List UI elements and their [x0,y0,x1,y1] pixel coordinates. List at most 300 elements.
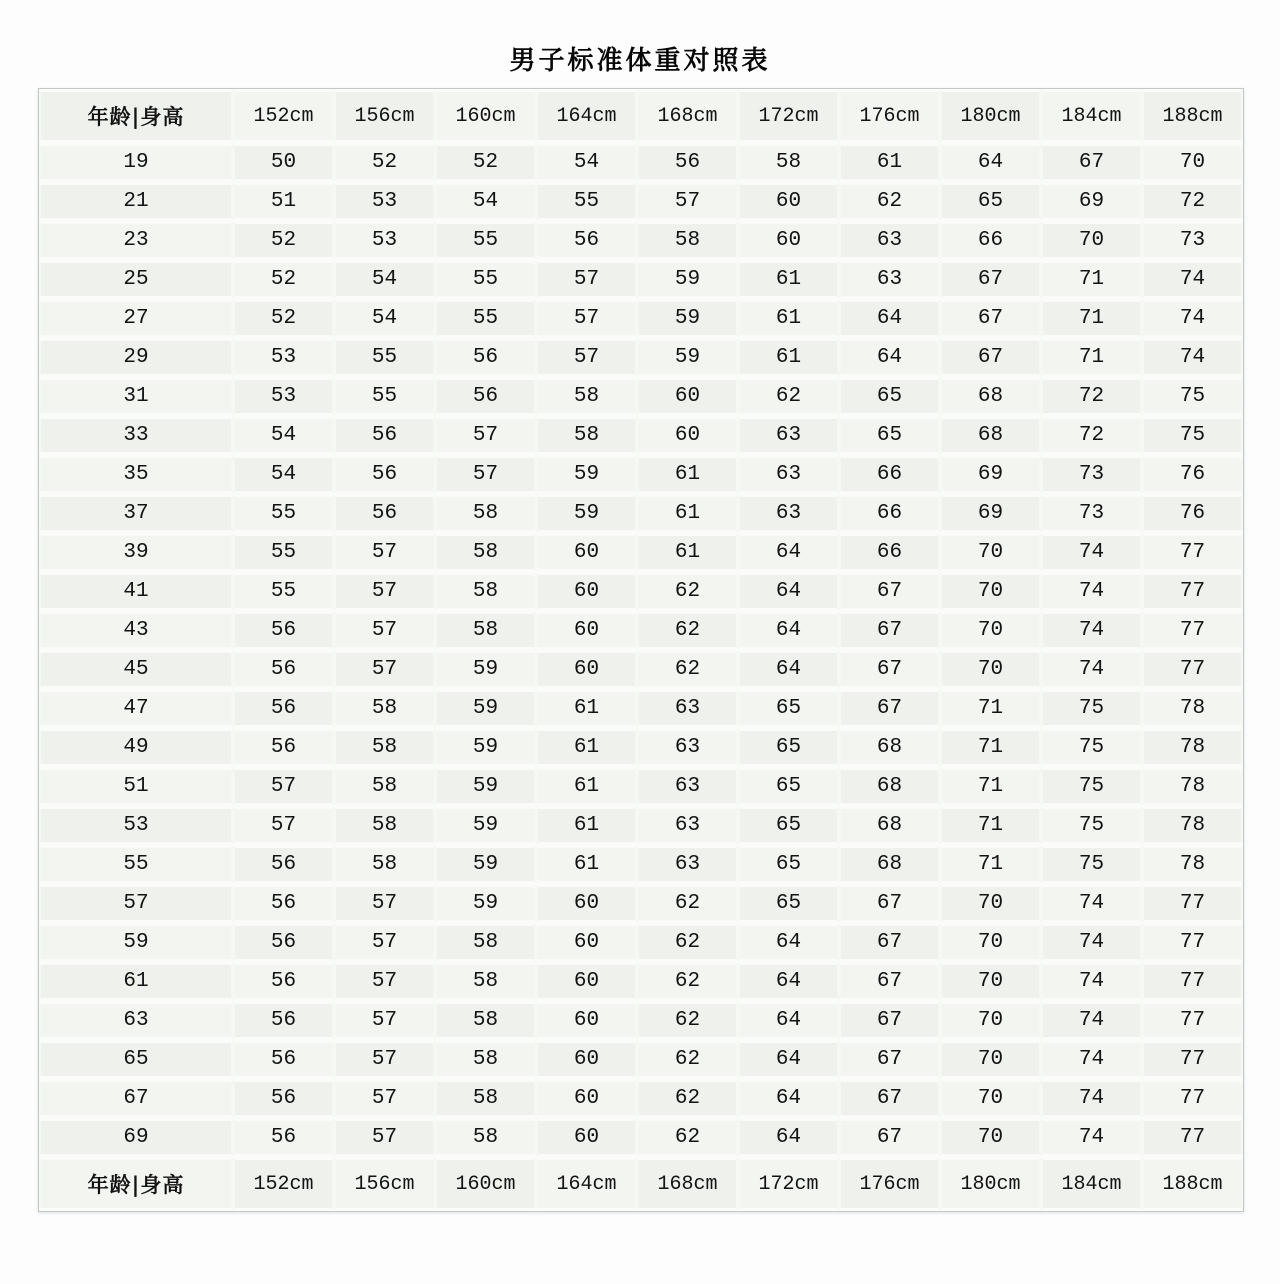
weight-cell: 56 [233,1118,334,1157]
weight-cell: 57 [637,182,738,221]
weight-cell: 63 [637,806,738,845]
height-header-cell: 156cm [334,89,435,143]
weight-cell: 67 [839,1001,940,1040]
weight-cell: 72 [1041,377,1142,416]
height-header-cell: 152cm [233,89,334,143]
weight-cell: 56 [233,1001,334,1040]
weight-cell: 62 [637,1079,738,1118]
weight-cell: 58 [435,611,536,650]
weight-cell: 56 [233,884,334,923]
footer-corner-cell: 年龄|身高 [39,1157,233,1211]
age-cell: 25 [39,260,233,299]
weight-cell: 52 [233,299,334,338]
weight-cell: 55 [233,494,334,533]
weight-cell: 78 [1142,845,1243,884]
weight-cell: 51 [233,182,334,221]
height-header-cell: 184cm [1041,89,1142,143]
table-row [39,1001,1243,1040]
table-foot [39,1157,1243,1211]
weight-cell: 58 [334,845,435,884]
weight-cell: 65 [738,689,839,728]
weight-cell: 62 [637,650,738,689]
weight-cell: 57 [334,650,435,689]
weight-cell: 67 [839,923,940,962]
table-row [39,767,1243,806]
weight-cell: 62 [637,962,738,1001]
age-cell: 29 [39,338,233,377]
weight-cell: 58 [536,416,637,455]
table-head [39,89,1243,143]
weight-cell: 61 [738,299,839,338]
weight-cell: 63 [738,494,839,533]
age-cell: 55 [39,845,233,884]
weight-cell: 56 [233,845,334,884]
weight-cell: 55 [435,260,536,299]
weight-cell: 56 [435,377,536,416]
weight-cell: 64 [738,1040,839,1079]
height-header-cell: 164cm [536,89,637,143]
weight-cell: 74 [1041,572,1142,611]
weight-cell: 78 [1142,689,1243,728]
weight-cell: 59 [435,806,536,845]
weight-cell: 71 [940,806,1041,845]
weight-cell: 74 [1041,533,1142,572]
weight-cell: 75 [1041,767,1142,806]
weight-cell: 71 [1041,260,1142,299]
footer-height-header-cell: 164cm [536,1157,637,1211]
weight-cell: 56 [536,221,637,260]
weight-cell: 50 [233,143,334,182]
weight-cell: 58 [536,377,637,416]
weight-cell: 70 [940,1040,1041,1079]
table-row [39,221,1243,260]
weight-cell: 65 [839,377,940,416]
weight-cell: 73 [1041,455,1142,494]
weight-cell: 62 [839,182,940,221]
weight-cell: 56 [334,455,435,494]
weight-cell: 63 [738,455,839,494]
table-row [39,299,1243,338]
weight-cell: 66 [839,455,940,494]
weight-cell: 62 [637,884,738,923]
weight-cell: 58 [435,572,536,611]
age-cell: 33 [39,416,233,455]
weight-cell: 67 [839,1079,940,1118]
weight-cell: 71 [940,689,1041,728]
weight-cell: 68 [839,728,940,767]
weight-cell: 55 [435,221,536,260]
weight-cell: 64 [940,143,1041,182]
age-cell: 23 [39,221,233,260]
weight-cell: 57 [435,416,536,455]
weight-cell: 56 [233,650,334,689]
weight-cell: 74 [1041,884,1142,923]
table-row [39,260,1243,299]
weight-cell: 62 [637,1118,738,1157]
weight-cell: 77 [1142,572,1243,611]
weight-cell: 57 [435,455,536,494]
footer-height-header-cell: 180cm [940,1157,1041,1211]
weight-cell: 68 [839,845,940,884]
weight-cell: 58 [435,1079,536,1118]
weight-cell: 52 [233,260,334,299]
weight-cell: 58 [435,923,536,962]
height-header-cell: 180cm [940,89,1041,143]
weight-cell: 55 [334,338,435,377]
weight-cell: 58 [334,767,435,806]
weight-cell: 57 [334,611,435,650]
weight-cell: 70 [1142,143,1243,182]
table-row [39,572,1243,611]
weight-cell: 63 [839,221,940,260]
weight-cell: 75 [1041,806,1142,845]
weight-cell: 77 [1142,923,1243,962]
age-cell: 27 [39,299,233,338]
weight-cell: 77 [1142,1040,1243,1079]
weight-cell: 53 [233,377,334,416]
weight-cell: 74 [1142,338,1243,377]
weight-cell: 67 [940,338,1041,377]
weight-cell: 71 [1041,299,1142,338]
weight-cell: 62 [637,1001,738,1040]
weight-cell: 58 [738,143,839,182]
table-row [39,494,1243,533]
weight-cell: 74 [1041,1118,1142,1157]
weight-cell: 70 [940,533,1041,572]
weight-cell: 57 [233,767,334,806]
weight-cell: 60 [637,377,738,416]
weight-cell: 63 [637,845,738,884]
weight-cell: 59 [435,884,536,923]
weight-cell: 58 [334,806,435,845]
weight-cell: 60 [536,533,637,572]
weight-cell: 59 [435,650,536,689]
age-cell: 67 [39,1079,233,1118]
weight-cell: 75 [1142,377,1243,416]
table-row [39,845,1243,884]
weight-cell: 64 [738,962,839,1001]
footer-height-header-cell: 152cm [233,1157,334,1211]
weight-cell: 68 [839,767,940,806]
weight-cell: 64 [738,1079,839,1118]
weight-table-grid [39,89,1243,1211]
table-row [39,962,1243,1001]
weight-cell: 64 [738,650,839,689]
weight-cell: 72 [1142,182,1243,221]
weight-cell: 78 [1142,767,1243,806]
weight-cell: 67 [1041,143,1142,182]
weight-cell: 74 [1041,650,1142,689]
weight-cell: 62 [637,611,738,650]
weight-cell: 59 [435,689,536,728]
weight-cell: 56 [334,494,435,533]
weight-cell: 54 [334,299,435,338]
weight-cell: 61 [738,338,839,377]
weight-cell: 56 [233,689,334,728]
weight-cell: 55 [233,572,334,611]
height-header-cell: 188cm [1142,89,1243,143]
weight-cell: 54 [233,416,334,455]
weight-cell: 57 [536,260,637,299]
age-cell: 45 [39,650,233,689]
header-row [39,89,1243,143]
weight-cell: 57 [334,1001,435,1040]
weight-cell: 57 [334,1118,435,1157]
age-cell: 31 [39,377,233,416]
weight-cell: 64 [738,1118,839,1157]
age-cell: 57 [39,884,233,923]
weight-cell: 65 [839,416,940,455]
weight-cell: 57 [233,806,334,845]
age-cell: 53 [39,806,233,845]
footer-height-header-cell: 188cm [1142,1157,1243,1211]
weight-cell: 57 [334,884,435,923]
weight-cell: 59 [435,767,536,806]
weight-cell: 70 [940,650,1041,689]
weight-cell: 62 [738,377,839,416]
table-row [39,182,1243,221]
weight-cell: 54 [536,143,637,182]
weight-cell: 56 [233,962,334,1001]
weight-cell: 63 [637,767,738,806]
weight-cell: 63 [637,728,738,767]
weight-cell: 53 [233,338,334,377]
weight-cell: 74 [1041,1079,1142,1118]
weight-cell: 62 [637,923,738,962]
age-cell: 63 [39,1001,233,1040]
weight-cell: 67 [839,611,940,650]
weight-cell: 60 [536,923,637,962]
weight-cell: 68 [839,806,940,845]
weight-cell: 75 [1142,416,1243,455]
weight-cell: 66 [839,494,940,533]
weight-cell: 77 [1142,962,1243,1001]
weight-cell: 70 [940,572,1041,611]
weight-cell: 55 [536,182,637,221]
age-cell: 35 [39,455,233,494]
weight-cell: 56 [233,728,334,767]
weight-cell: 57 [536,299,637,338]
weight-cell: 59 [637,338,738,377]
weight-cell: 67 [839,689,940,728]
weight-cell: 60 [637,416,738,455]
weight-cell: 71 [940,845,1041,884]
weight-cell: 61 [536,845,637,884]
weight-cell: 60 [536,1001,637,1040]
weight-cell: 60 [536,1118,637,1157]
weight-cell: 63 [839,260,940,299]
height-header-cell: 176cm [839,89,940,143]
weight-cell: 58 [435,1118,536,1157]
weight-cell: 71 [940,728,1041,767]
weight-cell: 59 [435,845,536,884]
age-cell: 59 [39,923,233,962]
weight-cell: 77 [1142,533,1243,572]
footer-height-header-cell: 168cm [637,1157,738,1211]
weight-cell: 56 [637,143,738,182]
table-row [39,884,1243,923]
weight-cell: 68 [940,377,1041,416]
weight-cell: 74 [1041,1001,1142,1040]
weight-cell: 77 [1142,884,1243,923]
weight-cell: 57 [334,923,435,962]
weight-cell: 77 [1142,1001,1243,1040]
weight-cell: 67 [940,260,1041,299]
weight-cell: 58 [435,962,536,1001]
footer-height-header-cell: 184cm [1041,1157,1142,1211]
weight-cell: 67 [839,884,940,923]
weight-cell: 60 [738,182,839,221]
weight-cell: 63 [637,689,738,728]
weight-cell: 64 [839,299,940,338]
weight-cell: 61 [637,533,738,572]
table-row [39,611,1243,650]
table-row [39,1079,1243,1118]
weight-cell: 62 [637,1040,738,1079]
weight-cell: 58 [435,494,536,533]
age-cell: 43 [39,611,233,650]
weight-cell: 70 [940,923,1041,962]
weight-cell: 56 [233,611,334,650]
weight-cell: 69 [1041,182,1142,221]
footer-height-header-cell: 156cm [334,1157,435,1211]
weight-cell: 77 [1142,1118,1243,1157]
weight-cell: 61 [536,767,637,806]
weight-cell: 77 [1142,1079,1243,1118]
weight-cell: 60 [536,1079,637,1118]
weight-cell: 59 [536,455,637,494]
age-cell: 19 [39,143,233,182]
weight-cell: 70 [940,884,1041,923]
footer-height-header-cell: 172cm [738,1157,839,1211]
weight-cell: 59 [435,728,536,767]
weight-cell: 61 [738,260,839,299]
table-row [39,806,1243,845]
table-row [39,1040,1243,1079]
weight-cell: 66 [839,533,940,572]
weight-cell: 73 [1041,494,1142,533]
weight-cell: 56 [233,1079,334,1118]
weight-cell: 55 [435,299,536,338]
table-row [39,416,1243,455]
weight-cell: 74 [1041,923,1142,962]
age-cell: 39 [39,533,233,572]
weight-cell: 53 [334,221,435,260]
weight-cell: 64 [738,923,839,962]
weight-cell: 61 [536,806,637,845]
weight-cell: 62 [637,572,738,611]
weight-cell: 61 [536,689,637,728]
weight-cell: 60 [738,221,839,260]
weight-cell: 60 [536,962,637,1001]
weight-cell: 70 [940,1001,1041,1040]
weight-cell: 59 [637,260,738,299]
weight-cell: 78 [1142,728,1243,767]
weight-table [38,88,1244,1212]
weight-cell: 76 [1142,455,1243,494]
age-cell: 65 [39,1040,233,1079]
weight-cell: 65 [738,767,839,806]
weight-cell: 65 [738,806,839,845]
footer-row [39,1157,1243,1211]
weight-cell: 57 [536,338,637,377]
weight-cell: 67 [839,1118,940,1157]
weight-cell: 58 [637,221,738,260]
age-cell: 37 [39,494,233,533]
weight-cell: 69 [940,455,1041,494]
weight-cell: 60 [536,611,637,650]
weight-cell: 56 [435,338,536,377]
weight-cell: 54 [435,182,536,221]
weight-cell: 74 [1041,611,1142,650]
weight-cell: 64 [839,338,940,377]
height-header-cell: 160cm [435,89,536,143]
weight-cell: 52 [233,221,334,260]
weight-cell: 70 [940,1079,1041,1118]
weight-cell: 70 [940,611,1041,650]
weight-cell: 57 [334,533,435,572]
weight-cell: 61 [536,728,637,767]
weight-cell: 55 [334,377,435,416]
weight-cell: 55 [233,533,334,572]
weight-cell: 59 [536,494,637,533]
weight-cell: 60 [536,1040,637,1079]
age-cell: 21 [39,182,233,221]
weight-cell: 58 [435,1001,536,1040]
weight-cell: 52 [435,143,536,182]
weight-cell: 61 [839,143,940,182]
weight-cell: 56 [334,416,435,455]
weight-cell: 54 [334,260,435,299]
weight-cell: 61 [637,494,738,533]
weight-cell: 65 [738,845,839,884]
weight-cell: 65 [738,884,839,923]
footer-height-header-cell: 176cm [839,1157,940,1211]
weight-cell: 71 [1041,338,1142,377]
weight-cell: 70 [940,962,1041,1001]
weight-cell: 71 [940,767,1041,806]
weight-cell: 58 [334,728,435,767]
table-row [39,455,1243,494]
table-row [39,650,1243,689]
age-cell: 69 [39,1118,233,1157]
weight-cell: 53 [334,182,435,221]
weight-cell: 56 [233,923,334,962]
weight-cell: 64 [738,572,839,611]
weight-cell: 67 [839,572,940,611]
weight-cell: 75 [1041,689,1142,728]
weight-cell: 58 [435,533,536,572]
table-row [39,377,1243,416]
weight-cell: 66 [940,221,1041,260]
weight-cell: 75 [1041,728,1142,767]
weight-cell: 75 [1041,845,1142,884]
age-cell: 47 [39,689,233,728]
weight-cell: 58 [334,689,435,728]
footer-height-header-cell: 160cm [435,1157,536,1211]
weight-cell: 74 [1142,260,1243,299]
weight-cell: 78 [1142,806,1243,845]
table-row [39,728,1243,767]
weight-cell: 74 [1041,962,1142,1001]
age-cell: 41 [39,572,233,611]
table-row [39,1118,1243,1157]
weight-cell: 68 [940,416,1041,455]
weight-cell: 63 [738,416,839,455]
weight-cell: 64 [738,1001,839,1040]
table-body [39,143,1243,1157]
weight-cell: 72 [1041,416,1142,455]
